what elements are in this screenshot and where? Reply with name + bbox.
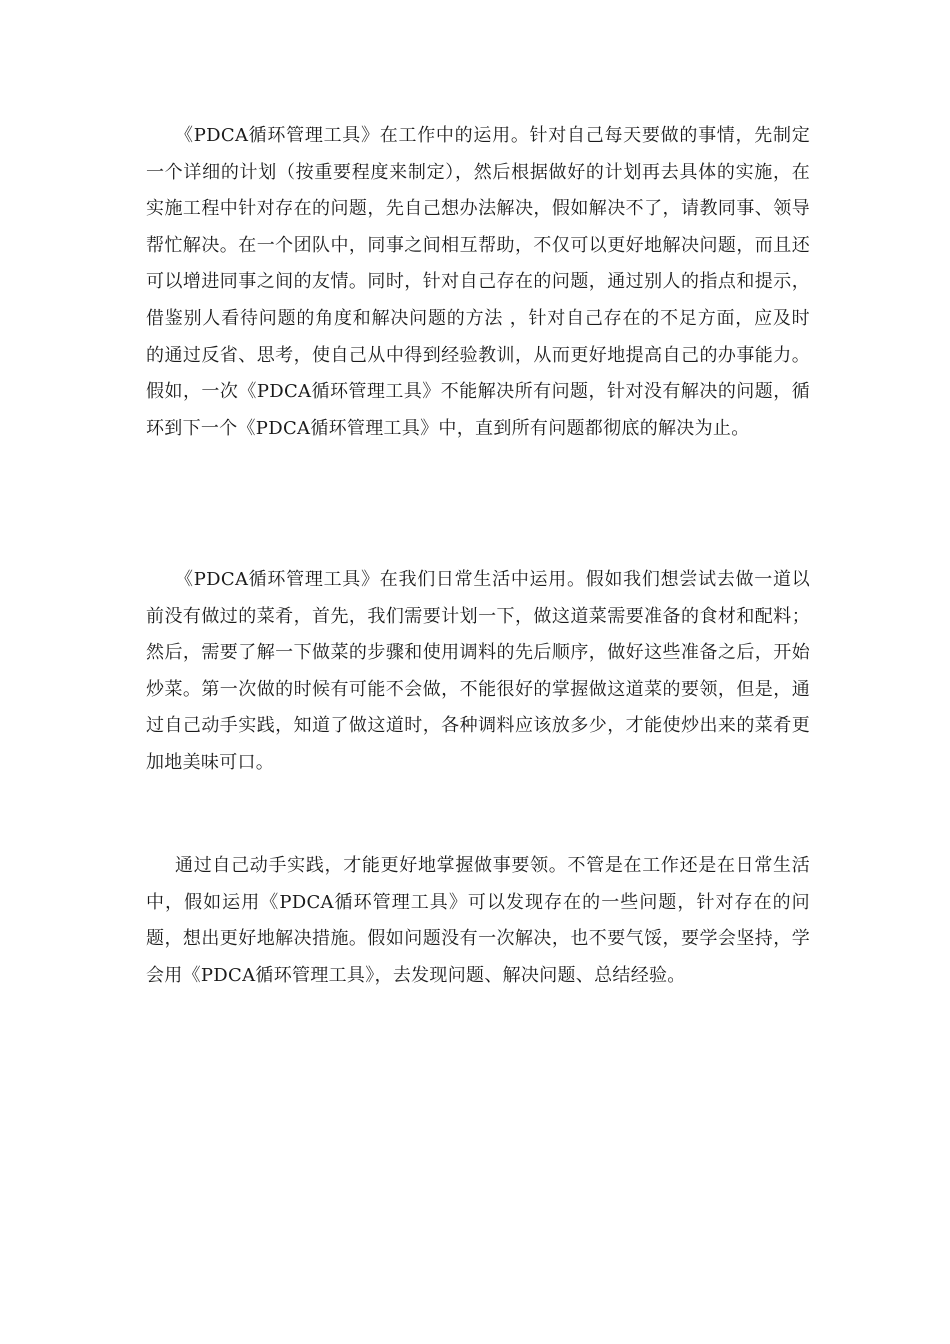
paragraph-work-application: 《PDCA循环管理工具》在工作中的运用。针对自己每天要做的事情，先制定一个详细的计划（按重要程度来制定），然后根据做好的计划再去具体的实施，在实施工程中针对存在的问题，先自己想办法解决，假如解决不了，请教同事、领导帮忙解决。在一个团队中，同事之间相互帮助，不仅可以更好地解决问题，而且还可以增进同事之间的友情。同时，针对自己存在的问题，通过别人的指点和提示，借鉴别人看待问题的角度和解决问题的方法 ，针对自己存在的不足方面，应及时的通过反省、思考，使自己从中得到经验教训，从而更好地提高自己的办事能力。假如，一次《PDCA循环管理工具》不能解决所有问题，针对没有解决的问题，循环到下一个《PDCA循环管理工具》中，直到所有问题都彻底的解决为止。 bbox=[146, 125, 810, 439]
paragraph-daily-life-application: 《PDCA循环管理工具》在我们日常生活中运用。假如我们想尝试去做一道以前没有做过的菜肴，首先，我们需要计划一下，做这道菜需要准备的食材和配料；然后，需要了解一下做菜的步骤和使用调料的先后顺序，做好这些准备之后，开始炒菜。第一次做的时候有可能不会做，不能很好的掌握做这道菜的要领，但是，通过自己动手实践，知道了做这道时，各种调料应该放多少，才能使炒出来的菜肴更加地美味可口。 bbox=[146, 569, 810, 773]
paragraph-conclusion: 通过自己动手实践，才能更好地掌握做事要领。不管是在工作还是在日常生活中，假如运用《PDCA循环管理工具》可以发现存在的一些问题，针对存在的问题，想出更好地解决措施。假如问题没有一次解决，也不要气馁，要学会坚持，学会用《PDCA循环管理工具》，去发现问题、解决问题、总结经验。 bbox=[146, 855, 810, 986]
